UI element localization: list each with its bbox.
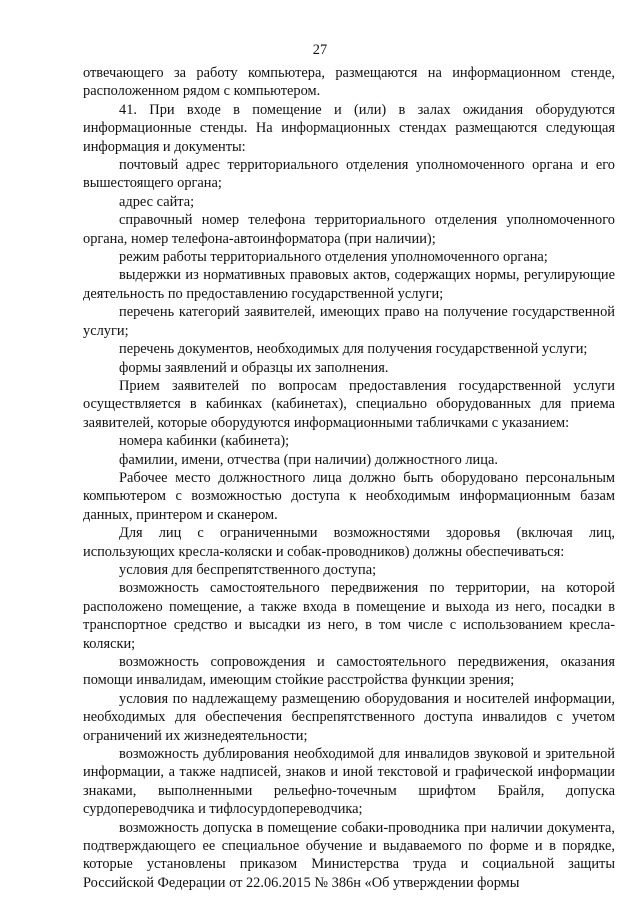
list-item-website: адрес сайта; <box>119 193 195 210</box>
paragraph-continuation: отвечающего за работу компьютера, размещаются на информационном стенде, расположенном рядом с компьютером. <box>83 65 615 100</box>
list-item-applicant-categories: перечень категорий заявителей, имеющих право на получение государственной услуги; <box>83 304 615 339</box>
paragraph-item-41: 41. При входе в помещение и (или) в залах ожидания оборудуются информационные стенды. На информационных стендах размещаются следующая информация и документы: <box>83 101 615 155</box>
list-item-information-duplication: возможность дублирования необходимой для инвалидов звуковой и зрительной информации, а также надписей, знаков и иной текстовой и графической информации знаками, выполненными рельефно-точечным шрифтом Брайля, допуска сурдопереводчика и тифлосурдопереводчика; <box>83 746 615 818</box>
list-item-guide-dog: возможность допуска в помещение собаки-проводника при наличии документа, подтверждающего ее специальное обучение и выдаваемого по форме и в порядке, которые установлены приказом Министерства труда и социальной защиты Российской Федерации от 22.06.2015 № 386н «Об утверждении формы <box>83 819 615 891</box>
list-item-equipment-placement: условия по надлежащему размещению оборудования и носителей информации, необходимых для обеспечения беспрепятственного доступа инвалидов с учетом ограничений их жизнедеятельности; <box>83 690 615 744</box>
list-item-documents: перечень документов, необходимых для получения государственной услуги; <box>119 341 588 358</box>
document-body <box>83 64 615 892</box>
list-item-cabin-number: номера кабинки (кабинета); <box>119 433 290 450</box>
paragraph-disabilities: Для лиц с ограниченными возможностями здоровья (включая лиц, использующих кресла-коляски и собак-проводников) должны обеспечиваться: <box>83 525 615 560</box>
list-item-phone: справочный номер телефона территориального отделения уполномоченного органа, номер телефона-автоинформатора (при наличии); <box>83 212 615 247</box>
list-item-assistance: возможность сопровождения и самостоятельного передвижения, оказания помощи инвалидам, имеющим стойкие расстройства функции зрения; <box>83 654 615 689</box>
list-item-official-name: фамилии, имени, отчества (при наличии) должностного лица. <box>119 451 498 468</box>
list-item-work-hours: режим работы территориального отделения уполномоченного органа; <box>119 249 548 266</box>
page-number: 27 <box>312 42 328 58</box>
list-item-movement: возможность самостоятельного передвижения по территории, на которой расположено помещение, а также входа в помещение и выхода из него, посадки в транспортное средство и высадки из него, в том числе с использованием кресла-коляски; <box>83 580 615 652</box>
list-item-forms: формы заявлений и образцы их заполнения. <box>119 359 389 376</box>
list-item-postal-address: почтовый адрес территориального отделения уполномоченного органа и его вышестоящего органа; <box>83 157 615 192</box>
list-item-legal-excerpts: выдержки из нормативных правовых актов, содержащих нормы, регулирующие деятельность по предоставлению государственной услуги; <box>83 267 615 302</box>
paragraph-reception: Прием заявителей по вопросам предоставления государственной услуги осуществляется в кабинках (кабинетах), специально оборудованных для приема заявителей, которые оборудуются информационными табличками с указанием: <box>83 377 615 431</box>
paragraph-workplace: Рабочее место должностного лица должно быть оборудовано персональным компьютером с возможностью доступа к необходимым информационным базам данных, принтером и сканером. <box>83 469 615 523</box>
list-item-free-access: условия для беспрепятственного доступа; <box>119 561 377 578</box>
